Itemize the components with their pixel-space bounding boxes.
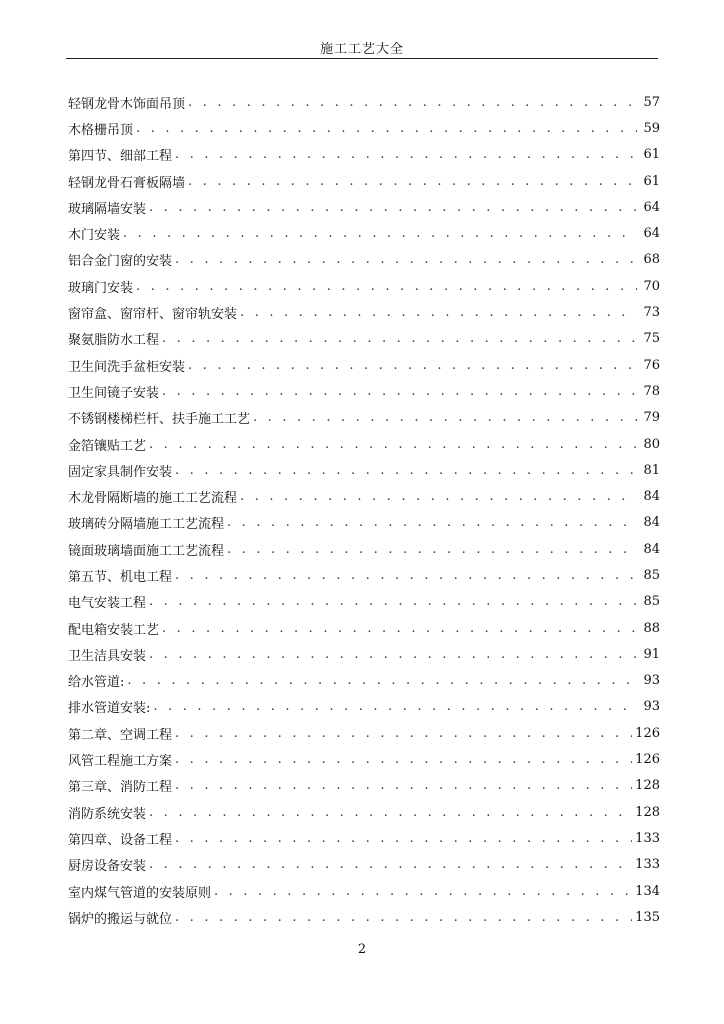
table-of-contents — [68, 89, 660, 931]
toc-dot-leader — [153, 699, 637, 714]
toc-entry-title: 配电箱安装工艺 — [68, 622, 160, 638]
toc-entry-title: 轻钢龙骨石膏板隔墙 — [68, 175, 186, 191]
toc-dot-leader — [162, 621, 637, 636]
toc-entry-page: 133 — [635, 830, 660, 846]
toc-entry[interactable] — [68, 904, 660, 930]
toc-entry-page: 81 — [643, 462, 660, 478]
toc-entry-title: 排水管道安装: — [68, 701, 151, 717]
toc-entry-title: 锅炉的搬运与就位 — [68, 911, 173, 927]
toc-dot-leader — [175, 778, 632, 793]
toc-dot-leader — [227, 542, 637, 557]
toc-dot-leader — [149, 857, 632, 872]
toc-entry-title: 木格栅吊顶 — [68, 122, 134, 138]
toc-dot-leader — [175, 568, 637, 583]
toc-entry-page: 126 — [635, 752, 660, 768]
toc-dot-leader — [175, 910, 632, 925]
toc-entry[interactable] — [68, 615, 660, 641]
toc-entry[interactable] — [68, 273, 660, 299]
toc-entry[interactable] — [68, 247, 660, 273]
toc-entry-page: 73 — [643, 305, 660, 321]
toc-entry-page: 70 — [643, 278, 660, 294]
toc-dot-leader — [227, 515, 637, 530]
toc-entry[interactable] — [68, 457, 660, 483]
toc-dot-leader — [188, 174, 637, 189]
toc-dot-leader — [149, 437, 637, 452]
toc-entry[interactable] — [68, 589, 660, 615]
toc-entry[interactable] — [68, 115, 660, 141]
toc-entry-page: 88 — [643, 620, 660, 636]
toc-entry[interactable] — [68, 299, 660, 325]
toc-entry[interactable] — [68, 220, 660, 246]
toc-entry-page: 91 — [643, 646, 660, 662]
toc-dot-leader — [136, 121, 637, 136]
toc-entry-title: 木门安装 — [68, 228, 121, 244]
toc-entry-title: 风管工程施工方案 — [68, 754, 173, 770]
toc-entry-title: 卫生洁具安装 — [68, 648, 147, 664]
toc-entry-title: 聚氨脂防水工程 — [68, 333, 160, 349]
toc-dot-leader — [175, 252, 637, 267]
toc-entry-title: 电气安装工程 — [68, 596, 147, 612]
toc-dot-leader — [123, 226, 637, 241]
toc-dot-leader — [149, 805, 632, 820]
toc-dot-leader — [214, 884, 632, 899]
toc-entry-title: 第四节、细部工程 — [68, 149, 173, 165]
toc-entry[interactable] — [68, 746, 660, 772]
toc-dot-leader — [162, 331, 637, 346]
toc-dot-leader — [127, 673, 637, 688]
toc-entry-page: 68 — [643, 252, 660, 268]
toc-entry[interactable] — [68, 641, 660, 667]
toc-entry[interactable] — [68, 510, 660, 536]
toc-entry-title: 卫生间镜子安装 — [68, 385, 160, 401]
toc-entry[interactable] — [68, 326, 660, 352]
toc-entry[interactable] — [68, 720, 660, 746]
toc-entry[interactable] — [68, 562, 660, 588]
toc-entry[interactable] — [68, 352, 660, 378]
toc-entry-page: 61 — [643, 173, 660, 189]
toc-dot-leader — [149, 594, 637, 609]
toc-entry-page: 80 — [643, 436, 660, 452]
toc-entry-title: 玻璃砖分隔墙施工工艺流程 — [68, 517, 225, 533]
toc-entry-title: 第三章、消防工程 — [68, 780, 173, 796]
toc-entry-title: 轻钢龙骨木饰面吊顶 — [68, 96, 186, 112]
toc-entry[interactable] — [68, 694, 660, 720]
toc-entry-page: 135 — [635, 909, 660, 925]
toc-entry-title: 玻璃隔墙安装 — [68, 201, 147, 217]
toc-dot-leader — [162, 384, 637, 399]
toc-entry[interactable] — [68, 168, 660, 194]
toc-entry-page: 133 — [635, 857, 660, 873]
toc-entry-page: 64 — [643, 199, 660, 215]
toc-entry[interactable] — [68, 483, 660, 509]
toc-entry-page: 84 — [643, 541, 660, 557]
toc-dot-leader — [175, 147, 637, 162]
toc-entry[interactable] — [68, 431, 660, 457]
toc-entry-title: 窗帘盒、窗帘杆、窗帘轨安装 — [68, 307, 238, 323]
toc-entry-title: 给水管道: — [68, 675, 125, 691]
toc-entry[interactable] — [68, 799, 660, 825]
toc-entry[interactable] — [68, 536, 660, 562]
toc-entry-page: 59 — [643, 120, 660, 136]
toc-dot-leader — [253, 410, 637, 425]
toc-entry[interactable] — [68, 668, 660, 694]
toc-entry-title: 铝合金门窗的安装 — [68, 254, 173, 270]
toc-entry-page: 84 — [643, 515, 660, 531]
toc-entry[interactable] — [68, 773, 660, 799]
toc-entry-page: 134 — [635, 883, 660, 899]
toc-dot-leader — [175, 463, 637, 478]
toc-entry-page: 76 — [643, 357, 660, 373]
toc-entry[interactable] — [68, 405, 660, 431]
toc-dot-leader — [149, 647, 637, 662]
toc-entry[interactable] — [68, 194, 660, 220]
toc-entry[interactable] — [68, 878, 660, 904]
toc-entry-title: 不锈钢楼梯栏杆、扶手施工工艺 — [68, 412, 251, 428]
toc-entry-page: 75 — [643, 331, 660, 347]
toc-dot-leader — [188, 95, 637, 110]
toc-entry[interactable] — [68, 378, 660, 404]
page-number: 2 — [357, 942, 367, 957]
toc-entry-page: 128 — [635, 778, 660, 794]
toc-entry-title: 第五节、机电工程 — [68, 569, 173, 585]
toc-entry-title: 室内煤气管道的安装原则 — [68, 885, 212, 901]
toc-entry-title: 卫生间洗手盆柜安装 — [68, 359, 186, 375]
toc-entry[interactable] — [68, 89, 660, 115]
toc-entry-page: 85 — [643, 594, 660, 610]
toc-entry-title: 木龙骨隔断墙的施工工艺流程 — [68, 491, 238, 507]
toc-entry-title: 镜面玻璃墙面施工工艺流程 — [68, 543, 225, 559]
toc-entry[interactable] — [68, 142, 660, 168]
toc-entry-page: 64 — [643, 226, 660, 242]
toc-dot-leader — [149, 200, 637, 215]
toc-entry-page: 61 — [643, 147, 660, 163]
toc-dot-leader — [175, 726, 632, 741]
toc-entry-page: 57 — [643, 94, 660, 110]
toc-entry-page: 85 — [643, 567, 660, 583]
toc-entry-title: 玻璃门安装 — [68, 280, 134, 296]
toc-dot-leader — [188, 358, 637, 373]
toc-entry-page: 84 — [643, 489, 660, 505]
toc-entry-page: 79 — [643, 410, 660, 426]
toc-entry-title: 固定家具制作安装 — [68, 464, 173, 480]
toc-entry[interactable] — [68, 852, 660, 878]
header-title: 施工工艺大全 — [319, 42, 404, 57]
toc-entry-page: 78 — [643, 383, 660, 399]
toc-entry-title: 第四章、设备工程 — [68, 832, 173, 848]
toc-entry-title: 消防系统安装 — [68, 806, 147, 822]
toc-entry-page: 93 — [643, 699, 660, 715]
toc-dot-leader — [175, 752, 632, 767]
header-divider — [66, 58, 658, 59]
toc-entry-title: 金箔镶贴工艺 — [68, 438, 147, 454]
toc-dot-leader — [240, 489, 637, 504]
toc-entry-page: 128 — [635, 804, 660, 820]
toc-dot-leader — [240, 305, 637, 320]
toc-entry-title: 第二章、空调工程 — [68, 727, 173, 743]
toc-dot-leader — [175, 831, 632, 846]
toc-dot-leader — [136, 279, 637, 294]
toc-entry[interactable] — [68, 825, 660, 851]
toc-entry-page: 126 — [635, 725, 660, 741]
toc-entry-page: 93 — [643, 673, 660, 689]
toc-entry-title: 厨房设备安装 — [68, 859, 147, 875]
